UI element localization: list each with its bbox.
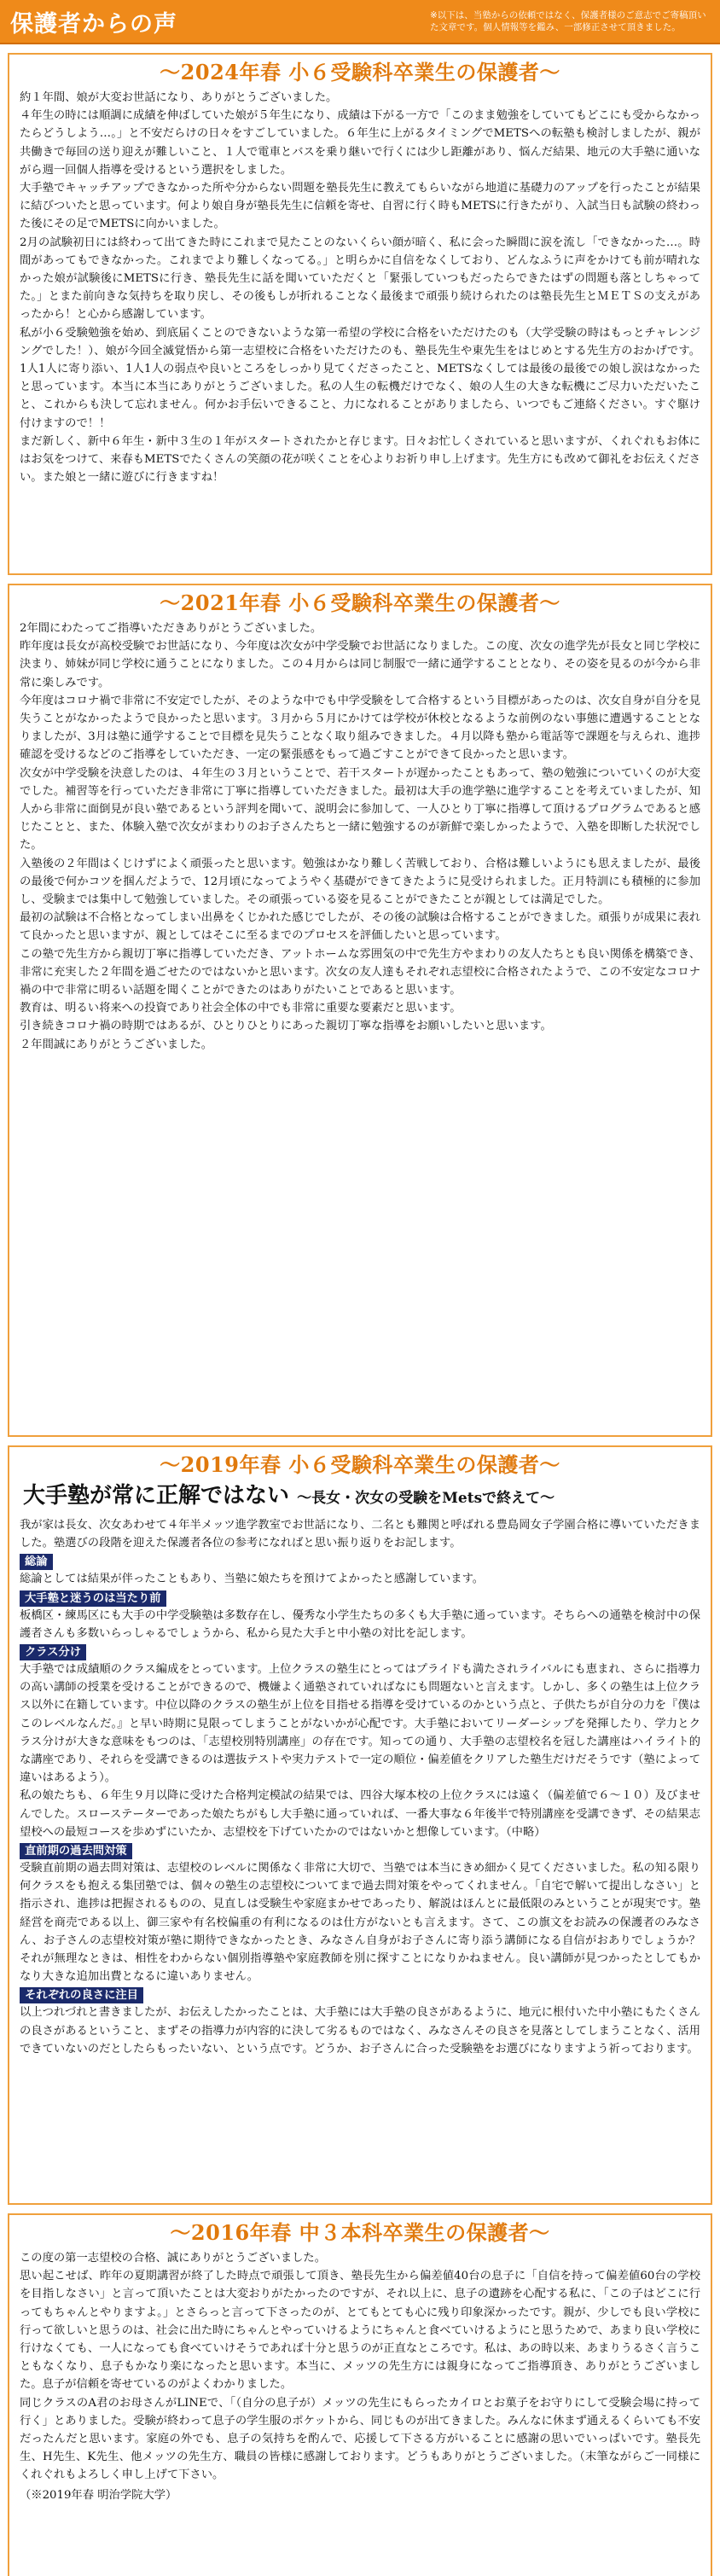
topic-tag: 大手塾と迷うのは当たり前 xyxy=(20,1590,166,1607)
testimonial-2016 xyxy=(8,2213,712,2576)
paragraph: 思い起こせば、昨年の夏期講習が終了した時点で頑張して頂き、塾長先生から偏差値40台の息子に「自信を持って偏差値60台の学校を目指しなさい」と言って頂いたことは大変おりがたかったのですが、それ以上に、息子の遺跡を心配する私に、「この子はどこに行ってもちゃんとやりますよ。」とさらっと言って下さったのが、とてもとても心に残り印象深かったです。親が、少しでも良い学校に行って欲しいと思うのは、社会に出た時にちゃんとやっていけるようにちゃんと食べていけるようにと思うためで、あまり良い学校に行けなくても、一人になっても食べていけそうであれば十分と思うのが正直なところです。私は、あの時以来、あまりうるさく言うこともなくなり、息子もかなり楽になったと思います。本当に、メッツの先生方には親身になってご指導頂き、ありがとうございました。息子が信頼を寄せているのがよくわかりました。 xyxy=(20,2270,700,2392)
signature: （※2019年春 明治学院大学） xyxy=(20,2488,177,2502)
paragraph: 入塾後の２年間はくじけずによく頑張ったと思います。勉強はかなり難しく苦戦しており、合格は難しいようにも思えましたが、最後の最後で何かコツを掴んだようで、12月頃になってようやく基礎ができてきたように見受けられました。正月特訓にも積極的に参加し、受験までは集中して勉強していました。その頑張っている姿を見ることができたことが親としては満足でした。 xyxy=(20,857,700,907)
topic-tag: それぞれの良さに注目 xyxy=(20,1987,143,2003)
paragraph: この度の第一志望校の合格、誠にありがとうございました。 xyxy=(20,2252,327,2265)
testimonial-2021 xyxy=(8,584,712,1437)
section-title: 〜2021年春 小６受験科卒業生の保護者〜 xyxy=(160,590,560,615)
topic-tag: 直前期の過去問対策 xyxy=(20,1843,132,1859)
article-heading-sub: 〜長女・次女の受験をMetsで終えて〜 xyxy=(297,1490,555,1507)
section-title: 〜2016年春 中３本科卒業生の保護者〜 xyxy=(170,2220,550,2245)
paragraph: 以上つれづれと書きましたが、お伝えしたかったことは、大手塾には大手塾の良さがあるように、地元に根付いた中小塾にもたくさんの良さがあるということ、まずその指導力が内容的に決して劣るものではなく、みなさんその良さを見落としてしまうことなく、活用できていないのだとしたらもったいない、という点です。どうか、お子さんに合った受験塾をお選びになりますよう祈っております。 xyxy=(20,2006,700,2056)
topic-tag: 総論 xyxy=(20,1554,53,1570)
testimonial-2019 xyxy=(8,1445,712,2205)
paragraph: 同じクラスのA君のお母さんがLINEで、「（自分の息子が）メッツの先生にもらったカイロとお菓子をお守りにして受験会場に持って行く」とありました。受験が終わって息子の学生服のポケットから、同じものが出てきました。みんなに休まず通えるくらいても不安だったんだと思います。家庭の外でも、息子の気持ちを酌んで、応援して下さる方がいることに感謝の思いでいっぱいです。塾長先生、H先生、K先生、他メッツの先生方、職員の皆様に感謝しております。どうもありがとうございました。（末筆ながらご一同様にくれぐれもよろしく申し上げて下さい。 xyxy=(20,2396,700,2482)
paragraph: 2年間にわたってご指導いただきありがとうございました。 xyxy=(20,622,322,635)
paragraph: ２年間誠にありがとうございました。 xyxy=(20,1038,213,1051)
section-title: 〜2019年春 小６受験科卒業生の保護者〜 xyxy=(160,1452,560,1477)
paragraph: 私の娘たちも、６年生９月以降に受けた合格判定模試の結果では、四谷大塚本校の上位クラスには遠く（偏差値で６〜１０）及びませんでした。スローステーターであった娘たちがもし大手塾に通っていれば、一番大事な６年後半で特別講座を受講できず、その結果志望校への最短コースを歩めずにいたか、志望校を下げていたかのではないかと想像しています。（中略） xyxy=(20,1789,700,1839)
paragraph: 受験直前期の過去問対策は、志望校のレベルに関係なく非常に大切で、当塾では本当にきめ細かく見てくださいました。私の知る限り何クラスをも抱える集団塾では、個々の塾生の志望校についてまで過去問対策をやってくれません。「自宅で解いて提出しなさい」と指示され、進捗は把握されるものの、見直しは受験生や家庭まかせであったり、解説はほんとに最低限のみということが現実です。塾経営を商売である以上、御三家や有名校偏重の有利になるのは仕方がないとも言えます。さて、この旗文をお読みの保護者のみなさん、お子さんの志望校対策が塾に期待できなかったとき、みなさん自身がお子さんに寄り添う講師になる自信がおありでしょうか？それが無理なときは、相性をわからない個別指導塾や家庭教師を別に探すことになりかねません。良い講師が見つかったとしてもかなり大きな追加出費となるに違いありません。 xyxy=(20,1862,700,1984)
paragraph: まだ新しく、新中６年生・新中３生の１年がスタートされたかと存じます。日々お忙しくされていると思いますが、くれぐれもお体にはお気をつけて、来春もMETSでたくさんの笑顔の花が咲くことを心よりお祈り申し上げます。先生方にも改めて御礼をお伝えください。また娘と一緒に遊びに行きますね！ xyxy=(20,434,700,485)
paragraph: 総論としては結果が伴ったこともあり、当塾に娘たちを預けてよかったと感謝しています。 xyxy=(20,1573,485,1586)
paragraph: 板橋区・練馬区にも大手の中学受験塾は多数存在し、優秀な小学生たちの多くも大手塾に通っています。そちらへの通塾を検討中の保護者さんも多数いらっしゃるでしょうから、私から見た大手と中小塾の対比を記します。 xyxy=(20,1608,700,1640)
paragraph: 教育は、明るい将来への投資であり社会全体の中でも非常に重要な要素だと思います。 xyxy=(20,1002,462,1015)
paragraph: ４年生の時には順調に成績を伸ばしていた娘が５年生になり、成績は下がる一方で「このまま勉強をしていてもどこにも受からなかったらどうしよう…。」と不安だらけの日々をすごしていました。６年生に上がるタイミングでMETSへの転塾も検討しましたが、親が共働きで毎回の送り迎えが難しいこと、１人で電車とバスを乗り継いで行くには少し距離があり、悩んだ結果、地元の大手塾に通いながら週一回個人指導を受けるという選択をしました。 xyxy=(20,109,700,177)
paragraph: 引き続きコロナ禍の時期ではあるが、ひとりひとりにあった親切丁寧な指導をお願いしたいと思います。 xyxy=(20,1020,552,1033)
paragraph: 我が家は長女、次女あわせて４年半メッツ進学教室でお世話になり、二名とも難関と呼ばれる豊島岡女子学園合格に導いていただきました。塾選びの段階を迎えた保護者各位の参考になればと思い振り返りをお記します。 xyxy=(20,1519,700,1550)
paragraph: 約１年間、娘が大変お世話になり、ありがとうございました。 xyxy=(20,91,338,104)
paragraph: この塾で先生方から親切丁寧に指導していただき、アットホームな雰囲気の中で先生方やまわりの友人たちとも良い関係を構築でき、非常に充実した２年間を過ごせたのではないかと思います。次女の友人達もそれぞれ志望校に合格されたようで、この不安定なコロナ禍の中で非常に明るい話題を聞くことができたのはありがたいことであると思います。 xyxy=(20,947,700,997)
paragraph: 2月の試験初日には終わって出てきた時にこれまで見たことのないくらい顔が暗く、私に会った瞬間に涙を流し「できなかった…。時間があってもできなかった。これまでより難しくなってる。」と明らかに自信をなくしており、どんなふうに声をかけても前が晴れなかった娘が試験後にMETSに行き、塾長先生に話を聞いていただくと「緊張していつもだったらできたはずの問題も落としちゃってた。」とまた前向きな気持ちを取り戻し、その後もしが折れることなく最後まで頑張り続けられたのは塾長先生とＭＥＴＳの支えがあったから！と心から感謝しています。 xyxy=(20,236,700,322)
page-header xyxy=(0,0,720,44)
testimonial-2024 xyxy=(8,53,712,575)
article-heading-main: 大手塾が常に正解ではない xyxy=(23,1483,290,1509)
paragraph: 次女が中学受験を決意したのは、４年生の３月ということで、若干スタートが遅かったこともあって、塾の勉強についていくのが大変でした。補習等を行っていただき非常に丁寧に指導していただきました。最初は大手の進学塾に進学することを考えていましたが、知人から非常に面倒見が良い塾であるという評判を聞いて、説明会に参加して、一人ひとり丁寧に指導して頂けるプログラムであると感じたことと、また、体験入塾で次女がまわりのお子さんたちと一緒に勉強するのが新鮮で楽しかったようで、入塾を即断した状況でした。 xyxy=(20,766,700,852)
paragraph: 昨年度は長女が高校受験でお世話になり、今年度は次女が中学受験でお世話になりました。この度、次女の進学先が長女と同じ学校に決まり、姉妹が同じ学校に通うことになりました。この４月からは同じ制服で一緒に通学することとなり、その姿を見るのが今から非常に楽しみです。 xyxy=(20,640,700,689)
page-title: 保護者からの声 xyxy=(10,10,177,38)
paragraph: 私が小６受験勉強を始め、到底届くことのできないような第一希望の学校に合格をいただけたのも（大学受験の時はもっとチャレンジングでした！）、娘が今回全滅覚悟から第一志望校に合格をいただけたのも、塾長先生や東先生をはじめとする先生方のおかげです。1人1人に寄り添い、1人1人の弱点や良いところをしっかり見てくださったこと、METSなくしては最後の最後での娘し涙はなかったと思っています。本当に本当にありがとうございました。私の人生の転機だけでなく、娘の人生の大きな転機にご尽力いただいたこと、これからも決して忘れません。何かお手伝いできること、力になれることがありましたら、いつでもご連絡ください。すぐ駆け付けますので！！ xyxy=(20,326,700,430)
topic-tag: クラス分け xyxy=(20,1644,86,1660)
paragraph: 今年度はコロナ禍で非常に不安定でしたが、そのような中でも中学受験をして合格するという目標があったのは、次女自身が自分を見失うことがなかったようで良かったと思います。３月から５月にかけては学校が休校となるような前例のない事態に遭遇することとなりましたが、3月は塾に通学することで目標を見失うことなく取り組みできました。４月以降も塾から電話等で課題を与えられ、進捗確認を受けるなどのご指導をしていただき、一定の緊張感をもって過ごすことができて良かったと思います。 xyxy=(20,694,700,762)
section-title: 〜2024年春 小６受験科卒業生の保護者〜 xyxy=(160,60,560,84)
article-heading xyxy=(23,1481,700,1513)
paragraph: 大手塾でキャッチアップできなかった所や分からない問題を塾長先生に教えてもらいながら地道に基礎力のアップを行ったことが結果に結びついたと思っています。何より娘自身が塾長先生に信頼を寄せ、自習に行く時もMETSに行きたがり、入試当日も試験の終わった後にその足でMETSに向かいました。 xyxy=(20,182,700,231)
paragraph: 最初の試験は不合格となってしまい出鼻をくじかれた感じでしたが、その後の試験は合格することができました。頑張りが成果に表れて良かったと思いますが、親としてはそこに至るまでのプロセスを評価したいと思っています。 xyxy=(20,911,700,943)
header-disclaimer: ※以下は、当塾からの依頼ではなく、保護者様のご意志でご寄稿頂いた文章です。個人情報等を鑑み、一部修正させて頂きました。 xyxy=(430,10,706,32)
paragraph: 大手塾では成績順のクラス編成をとっています。上位クラスの塾生にとってはプライドも満たされライバルにも恵まれ、さらに指導力の高い講師の授業を受けることができるので、機嫌よく通塾されていればなにも問題ないと言えます。しかし、多くの塾生は上位クラス以外に在籍しています。中位以降のクラスの塾生が上位を目指せる指導を受けているのかという点と、子供たちが自分の力を『僕はこのレベルなんだ。』と早い時期に見限ってしまうことがないかが心配です。大手塾においてリーダーシップを発揮したり、学力とクラス分けが大きな意味をもつのは、「志望校別特別講座」の存在です。知っての通り、大手塾の志望校名を冠した講座はハイライト的な講座であり、それらを受講できるのは選抜テストや実力テストで一定の順位・偏差値をクリアした塾生だけだそうです（塾によって違いはあるよう）。 xyxy=(20,1663,700,1785)
